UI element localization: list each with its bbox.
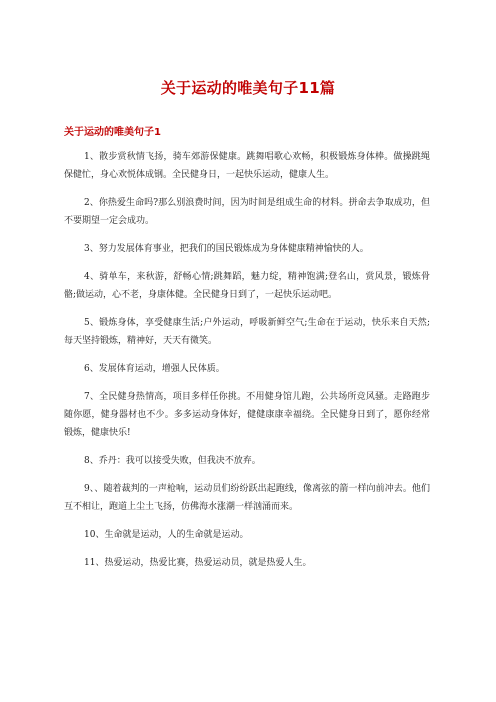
paragraph-10: 10、生命就是运动，人的生命就是运动。: [84, 530, 249, 540]
paragraph-4: 4、骑单车，来秋游，舒畅心情;跳舞蹈，魅力绽，精神饱满;登名山，赏风景，锻炼骨骼;做运动，心不老，身康体健。全民健身日到了，一起快乐运动吧。: [64, 272, 430, 300]
paragraph-6: 6、发展体育运动，增强人民体质。: [84, 364, 225, 374]
section-heading: 关于运动的唯美句子1: [64, 127, 161, 138]
document-body: [64, 148, 430, 572]
paragraph-1: 1、散步赏秋情飞扬，骑车郊游保健康。跳舞唱歌心欢畅，积极锻炼身体棒。做操跳绳保健忙，身心欢悦体成钢。全民健身日，一起快乐运动，健康人生。: [64, 152, 430, 180]
paragraph-3: 3、努力发展体育事业，把我们的国民锻炼成为身体健康精神愉快的人。: [84, 244, 369, 254]
paragraph-5: 5、锻炼身体，享受健康生活;户外运动，呼吸新鲜空气;生命在于运动，快乐来自天然;每天坚持锻炼，精神好，天天有微笑。: [64, 318, 430, 346]
paragraph-2: 2、你热爱生命吗?那么别浪费时间，因为时间是组成生命的材料。拼命去争取成功，但不要期望一定会成功。: [64, 198, 430, 226]
paragraph-7: 7、全民健身热情高，项目多样任你挑。不用健身馆儿跑，公共场所竞风骚。走路跑步随你愿，健身器材也不少。多多运动身体好，健健康康幸福绕。全民健身日到了，愿你经常锻炼，健康快乐!: [64, 392, 430, 438]
paragraph-11: 11、热爱运动，热爱比赛，热爱运动员，就是热爱人生。: [84, 558, 312, 568]
paragraph-8: 8、乔丹：我可以接受失败，但我决不放弃。: [84, 456, 261, 466]
document-title: 关于运动的唯美句子11篇: [160, 79, 336, 97]
paragraph-9: 9、、随着裁判的一声枪响，运动员们纷纷跃出起跑线，像离弦的箭一样向前冲去。他们互不相让，跑道上尘土飞扬，仿佛海水涨潮一样汹涌而来。: [64, 484, 430, 512]
